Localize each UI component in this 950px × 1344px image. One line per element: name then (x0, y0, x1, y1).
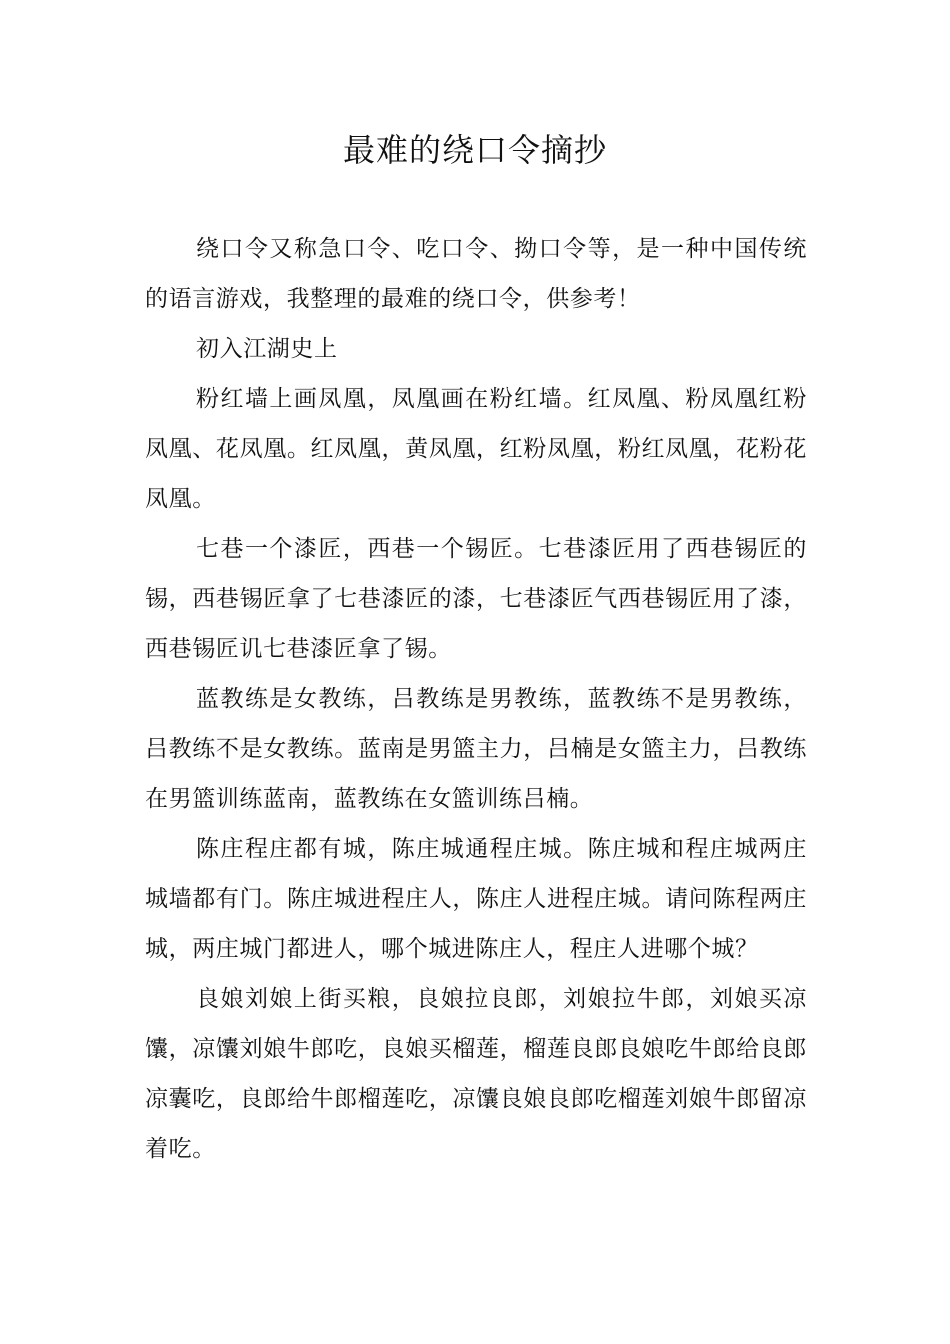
paragraph-intro: 绕口令又称急口令、吃口令、拗口令等，是一种中国传统的语言游戏，我整理的最难的绕口令，供参考！ (145, 236, 807, 312)
paragraph-phoenix: 粉红墙上画凤凰，凤凰画在粉红墙。红凤凰、粉凤凰红粉凤凰、花凤凰。红凤凰，黄凤凰，红粉凤凰，粉红凤凰，花粉花凤凰。 (145, 386, 807, 512)
document-title: 最难的绕口令摘抄 (342, 131, 607, 169)
paragraph-craftsmen: 七巷一个漆匠，西巷一个锡匠。七巷漆匠用了西巷锡匠的锡，西巷锡匠拿了七巷漆匠的漆，七巷漆匠气西巷锡匠用了漆，西巷锡匠讥七巷漆匠拿了锡。 (145, 536, 807, 662)
paragraph-coaches: 蓝教练是女教练，吕教练是男教练，蓝教练不是男教练，吕教练不是女教练。蓝南是男篮主力，吕楠是女篮主力，吕教练在男篮训练蓝南，蓝教练在女篮训练吕楠。 (145, 686, 807, 812)
paragraph-market: 良娘刘娘上街买粮，良娘拉良郎，刘娘拉牛郎，刘娘买凉馕，凉馕刘娘牛郎吃，良娘买榴莲，榴莲良郎良娘吃牛郎给良郎凉囊吃，良郎给牛郎榴莲吃，凉馕良娘良郎吃榴莲刘娘牛郎留凉着吃。 (145, 986, 807, 1162)
document-body (145, 224, 807, 1174)
paragraph-villages: 陈庄程庄都有城，陈庄城通程庄城。陈庄城和程庄城两庄城墙都有门。陈庄城进程庄人，陈庄人进程庄城。请问陈程两庄城，两庄城门都进人，哪个城进陈庄人，程庄人进哪个城？ (145, 836, 807, 962)
paragraph-subheading: 初入江湖史上 (196, 336, 338, 362)
